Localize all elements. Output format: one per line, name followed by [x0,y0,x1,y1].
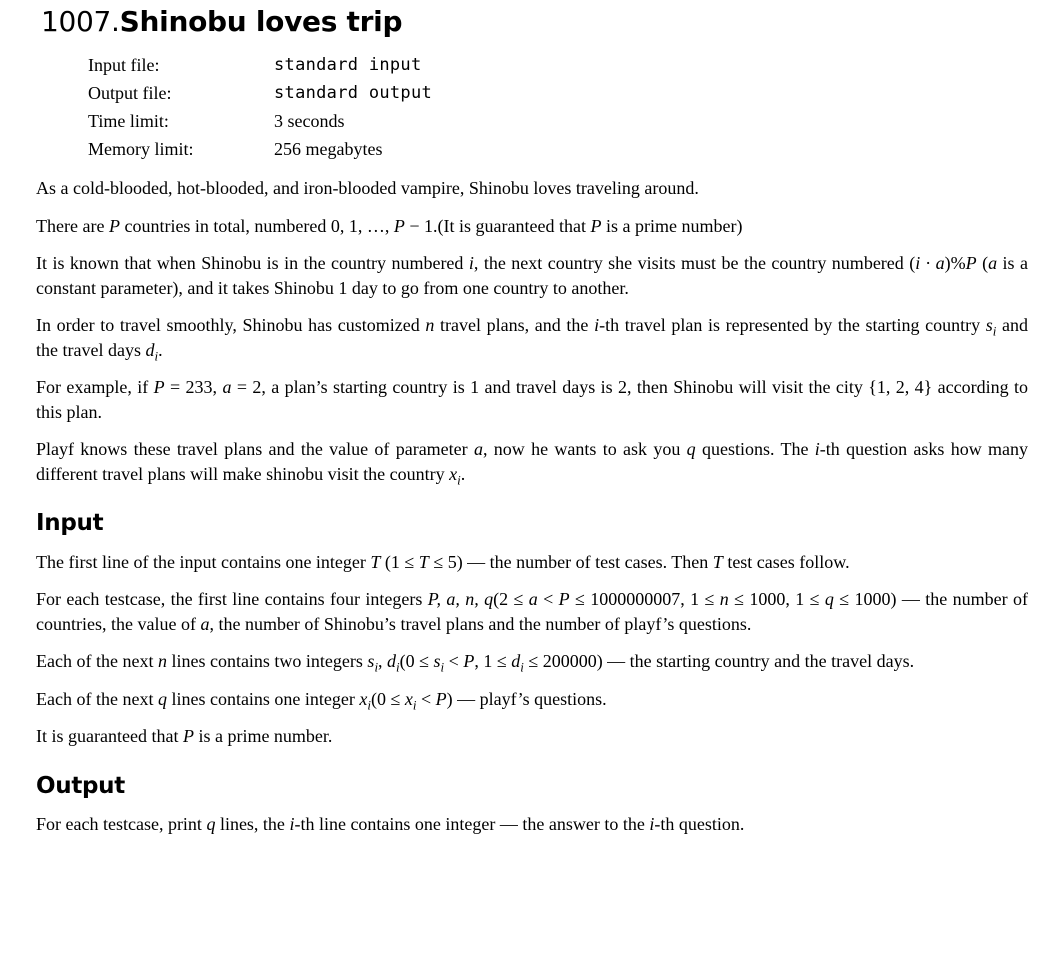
math-variable: q [686,439,696,460]
math-variable: i · a [915,253,945,274]
math-variable: P [153,377,165,398]
math-variable: a [988,253,998,274]
input-paragraph: Each of the next n lines contains two integers $s_i$, $d_i(0 \le s_i < P$, $1 \le d_i \le 200000$) — the starting country and the travel days. [36,651,915,675]
input-paragraph: It is guaranteed that P is a prime number. [36,726,333,747]
math-variable: i [594,315,600,336]
math-variable: P [463,651,475,672]
math-variable: $d_i$ [511,651,524,675]
math-variable: T [712,551,723,572]
math-variable: i [649,814,655,835]
output-section [36,812,1028,837]
math-variable: i [468,253,474,274]
limits-row-memory-limit [88,135,1028,163]
math-variable: P, a, n, q [427,589,494,610]
math-variable: $x_i$ [359,688,372,713]
output-paragraph: For each testcase, print q lines, the i-th line contains one integer — the answer to the i-th question. [36,814,745,835]
math-variable: $x_i$ [449,463,461,488]
math-variable: $s_i$ [367,651,379,675]
limits-row-input-file [88,51,1028,79]
math-variable: $d_i$ [145,339,159,364]
limits-row-output-file [88,79,1028,107]
math-variable: P [435,688,447,709]
math-variable: $x_i$ [404,688,417,713]
statement-paragraph: In order to travel smoothly, Shinobu has customized n travel plans, and the i-th travel plan is represented by the starting country $s_i$ and the travel days $d_i$. [36,315,1028,364]
input-section [36,550,1028,749]
math-variable: q [824,589,834,610]
math-variable: a [200,613,210,634]
math-variable: n [157,651,167,672]
limits-table [88,51,1028,163]
memory-limit-value: 256 megabytes [274,139,383,160]
problem-title [41,6,1028,38]
math-variable: i [814,439,820,460]
legend-section [36,176,1028,486]
math-variable: a [473,439,483,460]
math-variable: P [108,215,120,236]
input-paragraph: The first line of the input contains one integer T (1 ≤ T ≤ 5) — the number of test cases. Then T test cases follow. [36,551,850,572]
math-variable: P [965,253,977,274]
time-limit-value: 3 seconds [274,111,345,132]
statement-paragraph: It is known that when Shinobu is in the country numbered i, the next country she visits must be the country numbered (i · a)%P (a is a constant parameter), and it takes Shinobu 1 day to go from one country to another. [36,253,1028,298]
output-file-value: standard output [274,83,433,104]
math-variable: $s_i$ [433,651,445,675]
input-paragraph: Each of the next q lines contains one integer $x_i(0 \le x_i < P)$ — playf’s questions. [36,688,607,713]
problem-number: 1007. [41,5,120,38]
input-heading: Input [36,510,104,537]
math-variable: $s_i$ [985,315,997,339]
output-file-label: Output file: [88,83,172,104]
statement-paragraph: As a cold-blooded, hot-blooded, and iron-blooded vampire, Shinobu loves traveling around. [36,178,699,199]
math-variable: T [370,551,381,572]
math-variable: q [157,688,167,709]
memory-limit-label: Memory limit: [88,139,194,160]
input-file-label: Input file: [88,55,160,76]
limits-row-time-limit [88,107,1028,135]
math-variable: q [206,814,216,835]
math-variable: a [528,589,538,610]
statement-paragraph: Playf knows these travel plans and the value of parameter a, now he wants to ask you q questions. The i-th question asks how many different travel plans will make shinobu visit the country $x_i$. [36,439,1029,488]
problem-name: Shinobu loves trip [119,5,403,38]
math-variable: $d_i$ [387,651,400,675]
math-variable: P [182,726,194,747]
input-paragraph: For each testcase, the first line contains four integers P, a, n, q(2 ≤ a < P ≤ 1000000007, 1 ≤ n ≤ 1000, 1 ≤ q ≤ 1000) — the number of countries, the value of a, the number of Shinobu’s travel plans and the number of playf’s questions. [36,589,1028,634]
output-heading: Output [36,772,125,799]
statement-paragraph: There are P countries in total, numbered 0, 1, …, P − 1.(It is guaranteed that P is a prime number) [36,215,743,236]
math-variable: n [425,315,435,336]
math-variable: i [289,814,295,835]
statement-paragraph: For example, if P = 233, a = 2, a plan’s starting country is 1 and travel days is 2, then Shinobu will visit the city {1, 2, 4} according to this plan. [36,377,1028,422]
math-variable: n [719,589,729,610]
math-variable: P [558,589,570,610]
time-limit-label: Time limit: [88,111,169,132]
math-variable: P [590,215,602,236]
math-variable: a [222,377,232,398]
input-file-value: standard input [274,55,422,76]
math-variable: T [418,551,429,572]
math-variable: P [393,215,405,236]
